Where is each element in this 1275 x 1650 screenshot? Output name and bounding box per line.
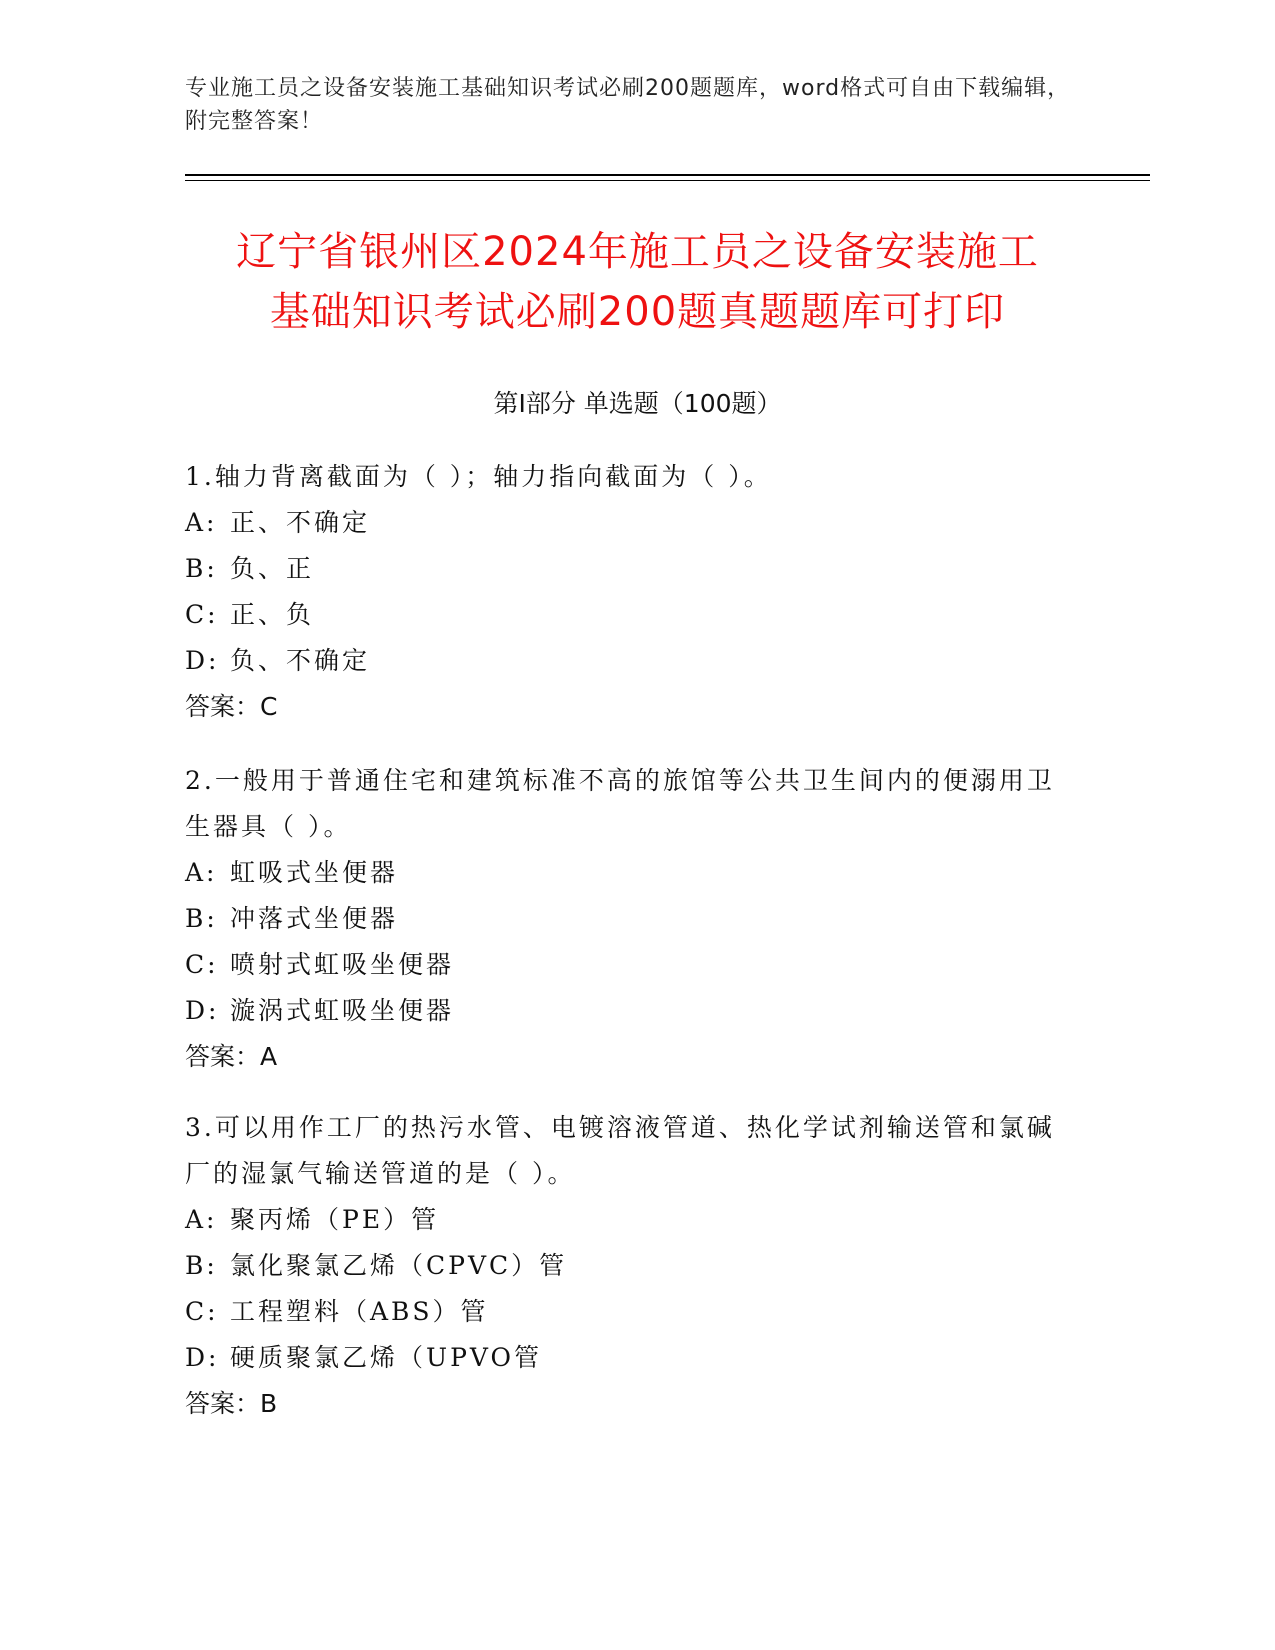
option-text: 漩涡式虹吸坐便器 (230, 996, 455, 1025)
option-text: 聚丙烯（PE）管 (230, 1205, 440, 1234)
option-text: 正、不确定 (230, 508, 371, 537)
option-key: A: (185, 1205, 218, 1234)
option-text: 正、负 (230, 600, 315, 629)
option-c (185, 1289, 1065, 1335)
option-text: 冲落式坐便器 (230, 904, 399, 933)
option-a (185, 1197, 1065, 1243)
answer-text: 答案：B (185, 1389, 278, 1418)
question-text: 1.轴力背离截面为（ ）；轴力指向截面为（ ）。 (185, 462, 772, 491)
question-text: 2.一般用于普通住宅和建筑标准不高的旅馆等公共卫生间内的便溺用卫生器具（ ）。 (185, 766, 1055, 841)
option-key: B: (185, 1251, 218, 1280)
question-3 (185, 1105, 1065, 1427)
option-d (185, 988, 1065, 1034)
option-text: 工程塑料（ABS）管 (230, 1297, 489, 1326)
option-text: 负、正 (230, 554, 315, 583)
option-key: D: (185, 996, 220, 1025)
option-key: C: (185, 600, 219, 629)
option-text: 硬质聚氯乙烯（UPVO管 (230, 1343, 543, 1372)
option-c (185, 942, 1065, 988)
header-rule-thin (185, 180, 1150, 181)
option-key: D: (185, 1343, 220, 1372)
option-text: 虹吸式坐便器 (230, 858, 399, 887)
option-key: A: (185, 508, 218, 537)
answer-text: 答案：C (185, 692, 278, 721)
header-note: 专业施工员之设备安装施工基础知识考试必刷200题题库，word格式可自由下载编辑，附完整答案！ (185, 76, 1071, 134)
question-2 (185, 758, 1065, 1080)
question-text: 3.可以用作工厂的热污水管、电镀溶液管道、热化学试剂输送管和氯碱厂的湿氯气输送管道的是（ ）。 (185, 1113, 1055, 1188)
option-b (185, 1243, 1065, 1289)
option-d (185, 1335, 1065, 1381)
option-text: 氯化聚氯乙烯（CPVC）管 (230, 1251, 568, 1280)
option-key: C: (185, 1297, 219, 1326)
option-key: B: (185, 554, 218, 583)
title-line-2: 基础知识考试必刷200题真题题库可打印 (269, 289, 1006, 335)
option-a (185, 850, 1065, 896)
option-b (185, 546, 1065, 592)
option-d (185, 638, 1065, 684)
answer-text: 答案：A (185, 1042, 278, 1071)
document-title (170, 222, 1105, 342)
header-rule-thick (185, 174, 1150, 176)
option-key: B: (185, 904, 218, 933)
option-key: C: (185, 950, 219, 979)
option-key: A: (185, 858, 218, 887)
option-a (185, 500, 1065, 546)
option-key: D: (185, 646, 220, 675)
title-line-1: 辽宁省银州区2024年施工员之设备安装施工 (236, 229, 1039, 275)
option-text: 喷射式虹吸坐便器 (230, 950, 455, 979)
question-1 (185, 454, 1065, 730)
option-b (185, 896, 1065, 942)
section-title: 第Ⅰ部分 单选题（100题） (493, 389, 782, 418)
option-c (185, 592, 1065, 638)
option-text: 负、不确定 (230, 646, 371, 675)
